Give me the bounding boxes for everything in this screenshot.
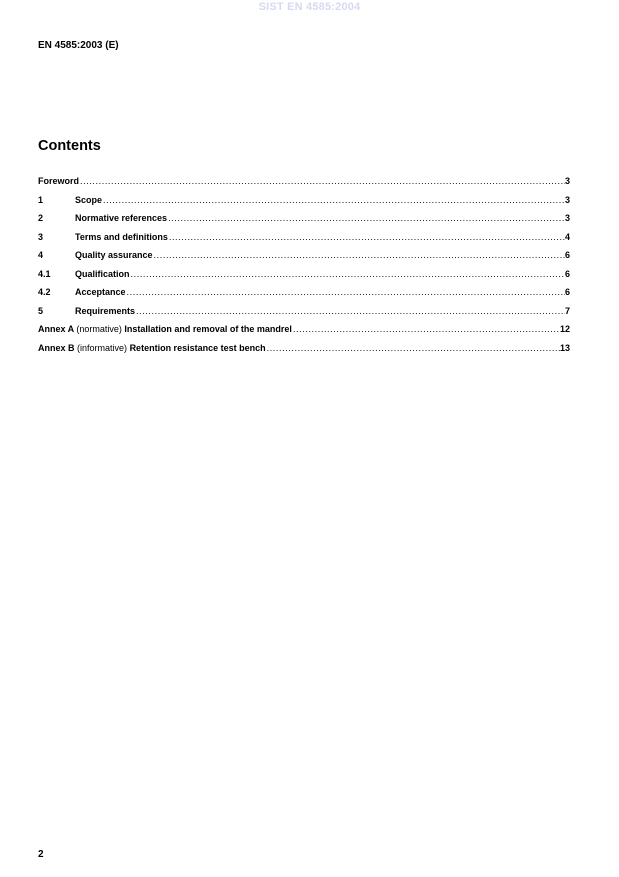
toc-entry-title: Quality assurance (75, 250, 153, 260)
toc-annex-type: (informative) (77, 342, 128, 353)
toc-entry-title: Terms and definitions (75, 231, 168, 242)
toc-annex-label: Annex B (38, 342, 75, 353)
toc-leader-dots (266, 343, 560, 353)
toc-entry-page: 6 (564, 287, 570, 297)
document-id: EN 4585:2003 (E) (38, 40, 119, 51)
toc-entry-number: 3 (38, 231, 44, 242)
toc-entry-page: 7 (564, 305, 570, 316)
toc-entry-title: Qualification (75, 268, 130, 279)
toc-annex-type: (normative) (76, 324, 122, 334)
toc-annex-title: Retention resistance test bench (129, 342, 266, 353)
toc-annex-label: Annex A (38, 324, 74, 334)
toc-annex-title: Installation and removal of the mandrel (124, 324, 292, 334)
toc-entry-page: 12 (559, 324, 570, 334)
toc-entry-page: 3 (564, 194, 570, 205)
watermark: SIST EN 4585:2004 (258, 1, 361, 13)
toc-entry-title: Foreword (38, 176, 80, 186)
toc-annex-heading (38, 343, 266, 353)
toc-entry-title: Scope (75, 194, 103, 205)
toc-entry-number: 2 (38, 213, 44, 223)
toc-entry-annex-b[interactable] (38, 343, 570, 362)
toc-entry-page: 3 (564, 176, 570, 186)
toc-entry-number: 1 (38, 194, 44, 205)
toc-entry-scope[interactable] (38, 195, 570, 214)
toc-entry-number: 4 (38, 250, 44, 260)
toc-entry-page: 13 (559, 342, 570, 353)
contents-heading: Contents (38, 138, 101, 154)
toc-entry-requirements[interactable] (38, 306, 570, 325)
toc-leader-dots (126, 287, 565, 297)
toc-leader-dots (102, 195, 565, 205)
toc-entry-acceptance[interactable] (38, 287, 570, 306)
toc-leader-dots (130, 269, 565, 279)
page-number: 2 (38, 849, 44, 860)
toc-annex-heading (38, 324, 292, 334)
toc-entry-number: 4.2 (38, 287, 51, 297)
toc-entry-number: 5 (38, 305, 44, 316)
toc-entry-quality-assurance[interactable] (38, 250, 570, 269)
toc-entry-normative-references[interactable] (38, 213, 570, 232)
toc-entry-page: 3 (564, 213, 570, 223)
toc-entry-foreword[interactable] (38, 176, 570, 195)
toc-entry-title: Acceptance (75, 287, 126, 297)
toc-leader-dots (167, 213, 565, 223)
toc-entry-page: 6 (564, 268, 570, 279)
toc-entry-annex-a[interactable] (38, 324, 570, 343)
table-of-contents (38, 176, 570, 361)
toc-entry-terms-and-definitions[interactable] (38, 232, 570, 251)
toc-leader-dots (292, 324, 560, 334)
toc-leader-dots (79, 176, 565, 186)
toc-entry-number: 4.1 (38, 268, 51, 279)
toc-entry-page: 6 (564, 250, 570, 260)
toc-leader-dots (168, 232, 565, 242)
toc-entry-page: 4 (564, 231, 570, 242)
toc-entry-title: Requirements (75, 305, 136, 316)
toc-leader-dots (153, 250, 565, 260)
toc-leader-dots (135, 306, 565, 316)
toc-entry-title: Normative references (75, 213, 168, 223)
toc-entry-qualification[interactable] (38, 269, 570, 288)
